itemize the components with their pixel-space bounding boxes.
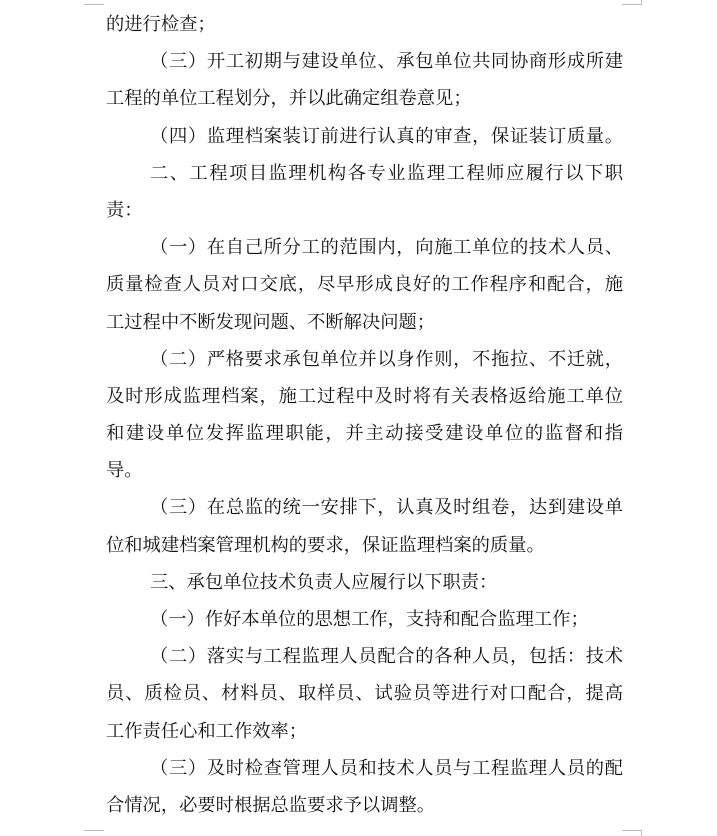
text-line: 二、工程项目监理机构各专业监理工程师应履行以下职 [150, 162, 623, 184]
crop-mark-top-right-vertical [641, 0, 642, 5]
text-line: （三）在总监的统一安排下，认真及时组卷，达到建设单 [150, 497, 623, 519]
text-line: 及时形成监理档案，施工过程中及时将有关表格返给施工单位 [106, 385, 623, 407]
text-line: 和建设单位发挥监理职能，并主动接受建设单位的监督和指 [106, 423, 623, 445]
text-line: （三）开工初期与建设单位、承包单位共同协商形成所建 [150, 51, 623, 73]
text-line: 位和城建档案管理机构的要求，保证监理档案的质量。 [106, 534, 545, 556]
text-line: 的进行检查； [106, 14, 216, 35]
document-body [106, 6, 623, 824]
text-line: 员、质检员、材料员、取样员、试验员等进行对口配合，提高 [106, 683, 623, 705]
text-line: （二）严格要求承包单位并以身作则，不拖拉、不迁就， [150, 348, 623, 370]
crop-mark-bottom-right-vertical [641, 830, 642, 836]
crop-mark-top-left [84, 4, 104, 5]
crop-mark-top-right [622, 4, 642, 5]
text-line: 导。 [106, 460, 143, 482]
text-line: 质量检查人员对口交底，尽早形成良好的工作程序和配合，施 [106, 274, 623, 296]
text-line: 合情况，必要时根据总监要求予以调整。 [106, 794, 436, 816]
text-line: （一）作好本单位的思想工作，支持和配合监理工作； [150, 609, 589, 630]
crop-mark-bottom-right [622, 830, 642, 831]
text-line: （二）落实与工程监理人员配合的各种人员，包括：技术 [150, 646, 623, 668]
text-line: 责： [106, 199, 143, 221]
text-line: （一）在自己所分工的范围内，向施工单位的技术人员、 [150, 237, 623, 259]
text-line: （三）及时检查管理人员和技术人员与工程监理人员的配 [150, 757, 623, 779]
text-line: 工作责任心和工作效率； [106, 720, 308, 742]
text-line: 三、承包单位技术负责人应履行以下职责： [150, 571, 498, 593]
crop-mark-bottom-left [84, 830, 104, 831]
text-line: 工程的单位工程划分，并以此确定组卷意见； [106, 88, 472, 110]
text-line: （四）监理档案装订前进行认真的审查，保证装订质量。 [150, 125, 623, 147]
text-line: 工过程中不断发现问题、不断解决问题； [106, 311, 436, 333]
